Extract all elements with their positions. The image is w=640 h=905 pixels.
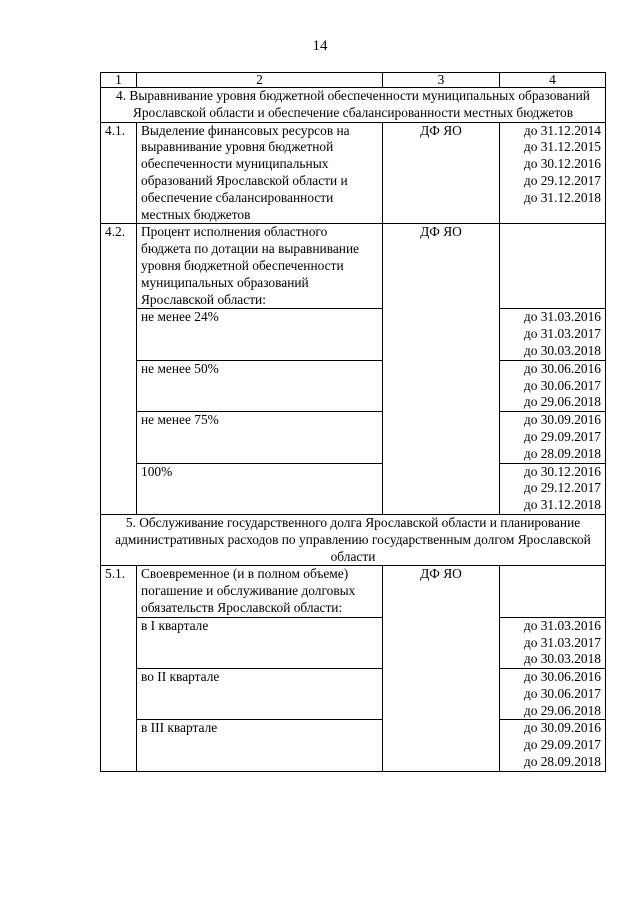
table-subrow	[101, 669, 606, 720]
item-text: Выделение финансовых ресурсов на выравнивание уровня бюджетной обеспеченности муниципальных образований Ярославской области и обеспечение сбалансированности местных бюджетов	[137, 122, 383, 224]
item-number: 5.1.	[101, 566, 137, 772]
deadline-date: до 31.12.2014	[523, 122, 601, 138]
section-title: 5. Обслуживание государственного долга Ярославской области и планирование административных расходов по управлению государственным долгом Ярославской области	[101, 514, 606, 565]
deadline-cell	[500, 566, 606, 617]
table-row	[101, 224, 606, 309]
table-subrow	[101, 617, 606, 668]
item-text: Процент исполнения областного бюджета по дотации на выравнивание уровня бюджетной обеспеченности муниципальных образований Ярославской области:	[137, 224, 383, 309]
subitem-label: 100%	[137, 463, 383, 514]
subitem-label: не менее 75%	[137, 412, 383, 463]
table-row	[101, 566, 606, 617]
deadline-cell	[500, 463, 606, 514]
table-subrow	[101, 463, 606, 514]
deadline-date: до 30.03.2018	[523, 651, 601, 667]
deadline-date: до 31.12.2015	[523, 139, 601, 155]
section-header-row	[101, 514, 606, 565]
table-subrow	[101, 412, 606, 463]
deadline-date: до 28.09.2018	[523, 754, 601, 770]
item-number: 4.1.	[101, 122, 137, 224]
responsible-org: ДФ ЯО	[383, 224, 500, 515]
deadline-date: до 30.12.2016	[523, 156, 601, 172]
column-number-row	[101, 73, 606, 88]
deadline-date: до 29.06.2018	[523, 702, 601, 718]
deadline-cell	[500, 309, 606, 360]
deadline-date: до 29.12.2017	[523, 480, 601, 496]
deadline-date: до 30.06.2016	[523, 360, 601, 376]
subitem-label: не менее 50%	[137, 360, 383, 411]
subitem-label: не менее 24%	[137, 309, 383, 360]
deadline-date: до 29.09.2017	[523, 737, 601, 753]
deadline-date: до 31.03.2017	[523, 634, 601, 650]
deadline-cell	[500, 224, 606, 309]
deadline-cell	[500, 617, 606, 668]
column-number: 2	[137, 73, 383, 88]
deadline-cell	[500, 122, 606, 224]
table-subrow	[101, 720, 606, 771]
column-number: 1	[101, 73, 137, 88]
subitem-label: в I квартале	[137, 617, 383, 668]
deadline-date: до 29.06.2018	[523, 394, 601, 410]
subitem-label: во II квартале	[137, 669, 383, 720]
item-number: 4.2.	[101, 224, 137, 515]
deadline-date: до 30.06.2016	[523, 669, 601, 685]
section-title: 4. Выравнивание уровня бюджетной обеспеченности муниципальных образований Ярославской области и обеспечение сбалансированности местных бюджетов	[101, 88, 606, 123]
deadline-date: до 30.09.2016	[523, 412, 601, 428]
responsible-org: ДФ ЯО	[383, 566, 500, 772]
deadline-date: до 30.12.2016	[523, 463, 601, 479]
deadline-date: до 30.06.2017	[523, 377, 601, 393]
deadline-date: до 29.12.2017	[523, 172, 601, 188]
deadline-cell	[500, 669, 606, 720]
deadline-date: до 31.03.2016	[523, 617, 601, 633]
deadline-cell	[500, 720, 606, 771]
table-row	[101, 122, 606, 224]
deadline-date: до 29.09.2017	[523, 428, 601, 444]
plan-table	[100, 72, 606, 772]
table-subrow	[101, 360, 606, 411]
deadline-date: до 30.09.2016	[523, 720, 601, 736]
deadline-date: до 30.06.2017	[523, 685, 601, 701]
deadline-cell	[500, 360, 606, 411]
deadline-cell	[500, 412, 606, 463]
item-text: Своевременное (и в полном объеме) погашение и обслуживание долговых обязательств Ярославской области:	[137, 566, 383, 617]
deadline-date: до 30.03.2018	[523, 342, 601, 358]
deadline-date: до 31.03.2017	[523, 326, 601, 342]
deadline-date: до 31.12.2018	[523, 497, 601, 513]
section-header-row	[101, 88, 606, 123]
column-number: 3	[383, 73, 500, 88]
page-number: 14	[312, 38, 328, 54]
deadline-date: до 28.09.2018	[523, 445, 601, 461]
table-subrow	[101, 309, 606, 360]
deadline-date: до 31.03.2016	[523, 309, 601, 325]
column-number: 4	[500, 73, 606, 88]
subitem-label: в III квартале	[137, 720, 383, 771]
responsible-org: ДФ ЯО	[383, 122, 500, 224]
deadline-date: до 31.12.2018	[523, 189, 601, 205]
